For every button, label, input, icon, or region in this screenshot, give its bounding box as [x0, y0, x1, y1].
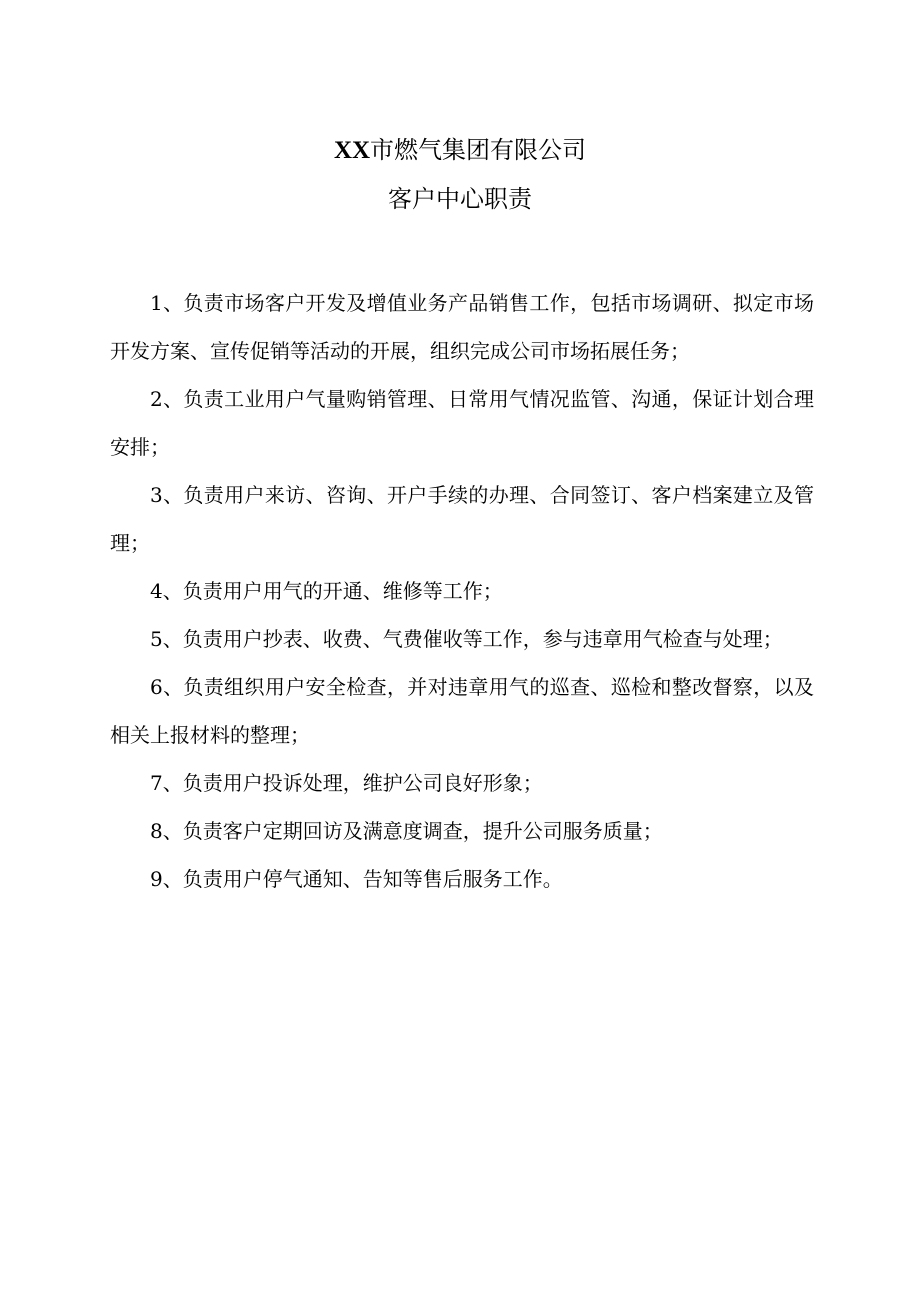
title-text: 市燃气集团有限公司 [370, 136, 587, 164]
responsibility-item-8: 8、负责客户定期回访及满意度调查，提升公司服务质量； [150, 819, 663, 843]
responsibility-item-9: 9、负责用户停气通知、告知等售后服务工作。 [150, 867, 563, 891]
document-title [0, 134, 920, 167]
document-subtitle: 客户中心职责 [388, 185, 532, 213]
responsibility-item-2: 2、负责工业用户气量购销管理、日常用气情况监管、沟通，保证计划合理安排； [110, 387, 814, 459]
responsibility-item-7: 7、负责用户投诉处理，维护公司良好形象； [150, 771, 543, 795]
responsibility-item-6: 6、负责组织用户安全检查，并对违章用气的巡查、巡检和整改督察，以及相关上报材料的整理； [110, 675, 814, 747]
responsibility-item-5: 5、负责用户抄表、收费、气费催收等工作，参与违章用气检查与处理； [150, 627, 783, 651]
responsibilities-list [110, 279, 814, 903]
title-prefix: XX [333, 137, 371, 164]
responsibility-item-4: 4、负责用户用气的开通、维修等工作； [150, 579, 503, 603]
responsibility-item-3: 3、负责用户来访、咨询、开户手续的办理、合同签订、客户档案建立及管理； [110, 483, 814, 555]
responsibility-item-1: 1、负责市场客户开发及增值业务产品销售工作，包括市场调研、拟定市场开发方案、宣传促销等活动的开展，组织完成公司市场拓展任务； [110, 291, 814, 363]
